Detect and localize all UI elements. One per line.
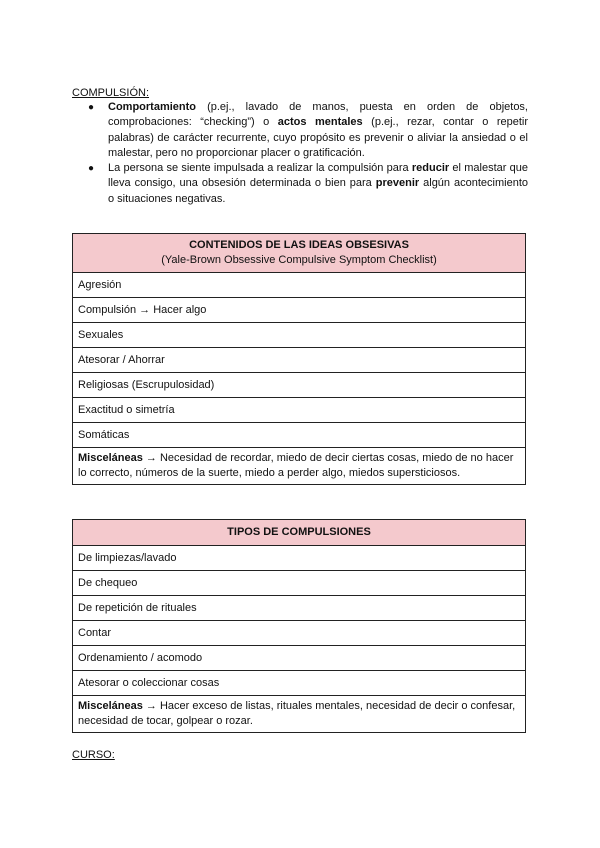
table-cell: Contar: [73, 621, 526, 646]
table-cell: [73, 448, 526, 485]
table-row-misc: [73, 696, 526, 733]
obsessions-table-subtitle: (Yale-Brown Obsessive Compulsive Symptom Checklist): [161, 254, 437, 266]
table-cell: Exactitud o simetría: [73, 398, 526, 423]
table-row: [73, 423, 526, 448]
compulsion-bullet-impulse: [72, 161, 528, 207]
bullet-text: algún acontecimiento o situaciones negativas.: [108, 177, 528, 205]
table-cell: Religiosas (Escrupulosidad): [73, 373, 526, 398]
table-cell: Atesorar o coleccionar cosas: [73, 671, 526, 696]
misc-text: → Necesidad de recordar, miedo de decir ciertas cosas, miedo de no hacer lo correcto, números de la suerte, miedo a perder algo, miedos supersticiosos.: [78, 452, 514, 479]
table-cell: Ordenamiento / acomodo: [73, 646, 526, 671]
bold-term: prevenir: [375, 177, 420, 190]
table-row: [73, 398, 526, 423]
bold-term: reducir: [411, 162, 450, 175]
bullet-dot-icon: ●: [88, 163, 95, 175]
table-cell: Atesorar / Ahorrar: [73, 348, 526, 373]
table-cell: Somáticas: [73, 423, 526, 448]
table-row: [73, 571, 526, 596]
table-row: [73, 621, 526, 646]
table-header-cell: [73, 520, 526, 546]
bullet-text: La persona se siente impulsada a realizar la compulsión para: [108, 162, 412, 175]
course-heading: CURSO:: [72, 749, 115, 761]
table-cell: De chequeo: [73, 571, 526, 596]
table-cell: De repetición de rituales: [73, 596, 526, 621]
table-cell: Agresión: [73, 273, 526, 298]
misc-label: Misceláneas: [78, 700, 143, 712]
table-header-row: [73, 234, 526, 273]
table-header-row: [73, 520, 526, 546]
obsessions-table-title: CONTENIDOS DE LAS IDEAS OBSESIVAS: [189, 239, 409, 251]
table-cell: De limpiezas/lavado: [73, 546, 526, 571]
table-cell: Sexuales: [73, 323, 526, 348]
obsessions-table: [72, 233, 526, 485]
table-cell: [73, 696, 526, 733]
compulsion-heading: COMPULSIÓN:: [72, 87, 150, 99]
table-row: [73, 671, 526, 696]
table-row: [73, 298, 526, 323]
table-row: [73, 323, 526, 348]
misc-label: Misceláneas: [78, 452, 143, 464]
compulsions-table-title: TIPOS DE COMPULSIONES: [227, 526, 371, 538]
bullet-text: (p.ej., lavado de manos, puesta en orden de objetos, comprobaciones: “checking”) o: [108, 101, 528, 129]
table-row: [73, 546, 526, 571]
bold-term: actos mentales: [277, 116, 363, 129]
table-row: [73, 596, 526, 621]
table-cell: Compulsión → Hacer algo: [73, 298, 526, 323]
compulsions-table: [72, 519, 526, 733]
table-row-misc: [73, 448, 526, 485]
bold-term: Comportamiento: [108, 101, 196, 113]
table-row: [73, 273, 526, 298]
compulsion-bullet-list: [72, 100, 528, 207]
table-row: [73, 373, 526, 398]
bullet-text: el malestar que lleva consigo, una obsesión determinada o bien para: [108, 162, 528, 190]
bullet-text: (p.ej., rezar, contar o repetir palabras) de carácter recurrente, cuyo propósito es prevenir o aliviar la ansiedad o el malestar, pero no proporcionar placer o gratificación.: [108, 116, 528, 159]
table-row: [73, 646, 526, 671]
bullet-dot-icon: ●: [88, 102, 95, 113]
misc-text: → Hacer exceso de listas, rituales mentales, necesidad de decir o confesar, necesidad de tocar, golpear o rozar.: [78, 700, 516, 727]
table-row: [73, 348, 526, 373]
compulsion-bullet-behaviour: [72, 100, 528, 161]
table-header-cell: [73, 234, 526, 273]
